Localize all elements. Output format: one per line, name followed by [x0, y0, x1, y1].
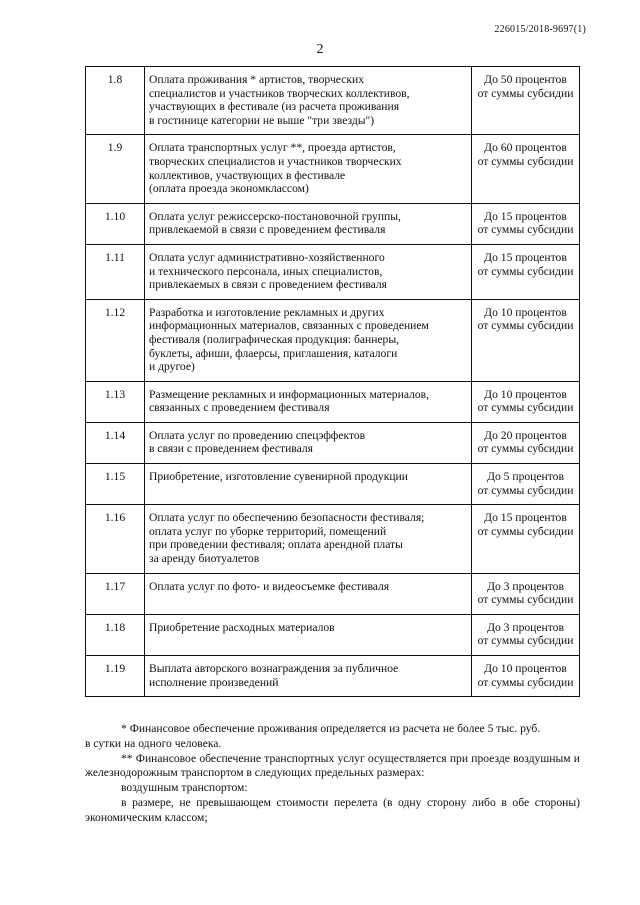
share-limit-line: от суммы субсидии [477, 675, 574, 689]
share-limit-line: от суммы субсидии [477, 319, 574, 333]
item-description [145, 614, 472, 655]
share-limit-line: До 5 процентов [487, 470, 564, 484]
item-number: 1.9 [86, 135, 145, 203]
share-limit-line: от суммы субсидии [477, 401, 574, 415]
item-share-limit [472, 67, 580, 135]
item-description-line: связанных с проведением фестиваля [149, 401, 330, 415]
item-description-line: (оплата проезда экономклассом) [149, 182, 309, 196]
item-description-line: фестиваля (полиграфическая продукция: баннеры, [149, 332, 400, 346]
expense-table [85, 66, 580, 697]
table-row [86, 381, 580, 422]
share-limit-line: До 15 процентов [484, 511, 567, 525]
share-limit-line: До 60 процентов [484, 141, 567, 155]
item-description [145, 244, 472, 299]
item-share-limit [472, 505, 580, 573]
item-description-line: Выплата авторского вознаграждения за публичное [149, 662, 399, 675]
share-limit-line: от суммы субсидии [477, 593, 574, 607]
item-description-line: исполнение произведений [149, 675, 279, 689]
item-number: 1.16 [86, 505, 145, 573]
item-description [145, 464, 472, 505]
item-description-line: и технического персонала, иных специалистов, [149, 264, 383, 278]
item-description-line: буклеты, афиши, флаерсы, приглашения, каталоги [149, 346, 398, 360]
item-number: 1.17 [86, 573, 145, 614]
item-description-line: Оплата услуг режиссерско-постановочной группы, [149, 209, 401, 223]
item-description-line: Оплата услуг по проведению спецэффектов [149, 428, 366, 442]
share-limit-line: До 20 процентов [484, 428, 567, 442]
item-description [145, 135, 472, 203]
share-limit-line: До 15 процентов [484, 209, 567, 223]
item-description-line: при проведении фестиваля; оплата арендной платы [149, 538, 403, 552]
item-number: 1.12 [86, 299, 145, 381]
share-limit-line: от суммы субсидии [477, 442, 574, 456]
item-description-line: оплата услуг по уборке территорий, помещений [149, 524, 387, 538]
item-description [145, 573, 472, 614]
table-row [86, 422, 580, 463]
share-limit-line: от суммы субсидии [477, 86, 574, 100]
item-description-line: Оплата услуг административно-хозяйственного [149, 250, 385, 264]
item-description-line: Оплата транспортных услуг **, проезда артистов, [149, 141, 396, 155]
item-share-limit [472, 656, 580, 697]
share-limit-line: До 50 процентов [484, 73, 567, 86]
item-number: 1.18 [86, 614, 145, 655]
item-number: 1.10 [86, 203, 145, 244]
item-number: 1.15 [86, 464, 145, 505]
item-description [145, 422, 472, 463]
item-description-line: Разработка и изготовление рекламных и других [149, 305, 385, 319]
item-share-limit [472, 614, 580, 655]
item-share-limit [472, 464, 580, 505]
item-share-limit [472, 299, 580, 381]
item-share-limit [472, 244, 580, 299]
share-limit-line: от суммы субсидии [477, 264, 574, 278]
item-description [145, 505, 472, 573]
table-row [86, 656, 580, 697]
footnotes [85, 722, 580, 826]
share-limit-line: До 10 процентов [484, 387, 567, 401]
item-description-line: Размещение рекламных и информационных материалов, [149, 387, 430, 401]
table-row [86, 203, 580, 244]
item-description-line: в связи с проведением фестиваля [149, 442, 313, 456]
item-number: 1.11 [86, 244, 145, 299]
share-limit-line: от суммы субсидии [477, 154, 574, 168]
page-number: 2 [316, 42, 324, 57]
item-description-line: коллективов, участвующих в фестивале [149, 168, 346, 182]
item-description-line: привлекаемых в связи с проведением фестиваля [149, 278, 388, 292]
item-description [145, 203, 472, 244]
item-description [145, 381, 472, 422]
footnote-accommodation: * Финансовое обеспечение проживания определяется из расчета не более 5 тыс. руб. [121, 722, 541, 735]
table-row [86, 67, 580, 135]
item-description-line: привлекаемой в связи с проведением фестиваля [149, 223, 386, 237]
item-description-line: Оплата услуг по обеспечению безопасности фестиваля; [149, 511, 425, 525]
item-share-limit [472, 422, 580, 463]
item-description-line: за аренду биотуалетов [149, 552, 260, 566]
table-row [86, 244, 580, 299]
item-share-limit [472, 381, 580, 422]
item-description-line: Оплата проживания * артистов, творческих [149, 73, 364, 86]
item-description-line: информационных материалов, связанных с проведением [149, 319, 429, 333]
footnote-accommodation-continued: в сутки на одного человека. [85, 736, 222, 750]
share-limit-line: от суммы субсидии [477, 634, 574, 648]
share-limit-line: от суммы субсидии [477, 483, 574, 497]
footnote-air-transport-label: воздушным транспортом: [121, 781, 248, 795]
table-row [86, 464, 580, 505]
share-limit-line: До 10 процентов [484, 305, 567, 319]
item-description-line: Приобретение расходных материалов [149, 620, 335, 634]
footnote-transport: ** Финансовое обеспечение транспортных услуг осуществляется при проезде воздушным и железнодорожным транспортом в следующих предельных размерах: [85, 751, 580, 780]
item-description [145, 67, 472, 135]
share-limit-line: от суммы субсидии [477, 223, 574, 237]
item-number: 1.19 [86, 656, 145, 697]
table-row [86, 135, 580, 203]
item-description-line: и другое) [149, 360, 195, 374]
table-row [86, 573, 580, 614]
table-row [86, 614, 580, 655]
item-description-line: специалистов и участников творческих коллективов, [149, 86, 410, 100]
table-row [86, 505, 580, 573]
document-registration-number: 226015/2018-9697(1) [494, 24, 586, 35]
item-number: 1.14 [86, 422, 145, 463]
table-row [86, 299, 580, 381]
item-share-limit [472, 573, 580, 614]
item-number: 1.13 [86, 381, 145, 422]
footnote-air-transport-rule: в размере, не превышающем стоимости перелета (в одну сторону либо в обе стороны) экономическим классом; [85, 795, 580, 824]
item-description-line: в гостинице категории не выше "три звезды") [149, 113, 375, 127]
item-description-line: участвующих в фестивале (из расчета проживания [149, 100, 400, 114]
item-share-limit [472, 135, 580, 203]
item-description-line: Оплата услуг по фото- и видеосъемке фестиваля [149, 579, 390, 593]
item-description [145, 299, 472, 381]
share-limit-line: До 15 процентов [484, 250, 567, 264]
item-share-limit [472, 203, 580, 244]
share-limit-line: До 3 процентов [487, 579, 564, 593]
item-number: 1.8 [86, 67, 145, 135]
share-limit-line: До 3 процентов [487, 620, 564, 634]
item-description-line: творческих специалистов и участников творческих [149, 154, 402, 168]
item-description-line: Приобретение, изготовление сувенирной продукции [149, 470, 408, 484]
share-limit-line: от суммы субсидии [477, 524, 574, 538]
expense-table-body [86, 67, 580, 697]
share-limit-line: До 10 процентов [484, 662, 567, 675]
item-description [145, 656, 472, 697]
